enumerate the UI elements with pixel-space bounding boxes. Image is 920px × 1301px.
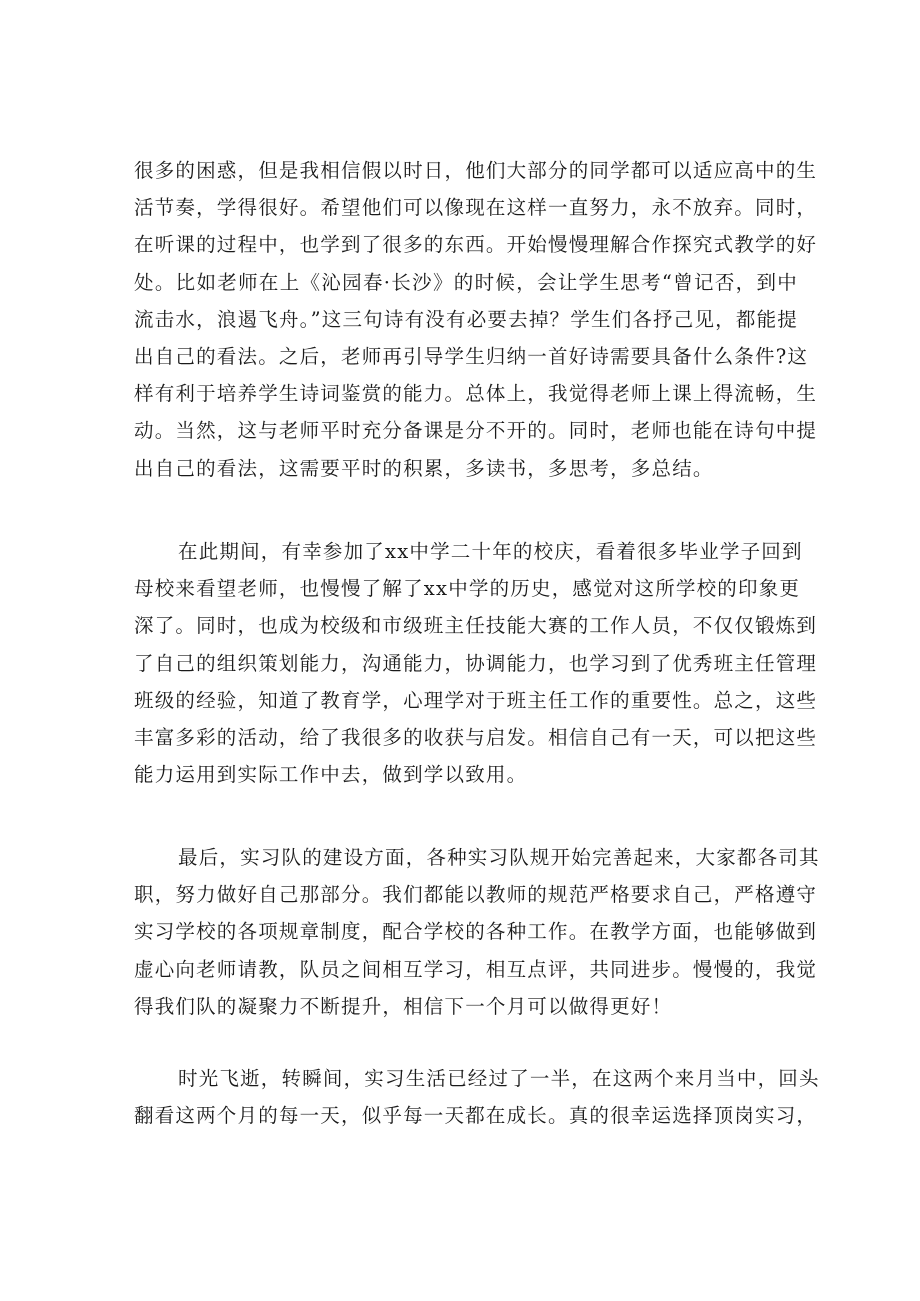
text-line: 母校来看望老师，也慢慢了解了xx中学的历史，感觉对这所学校的印象更 [134, 577, 801, 601]
text-line: 得我们队的凝聚力不断提升，相信下一个月可以做得更好！ [134, 994, 673, 1018]
text-line: 出自己的看法。之后，老师再引导学生归纳一首好诗需要具备什么条件?这 [134, 345, 809, 369]
text-line: 时光飞逝，转瞬间，实习生活已经过了一半，在这两个来月当中，回头 [178, 1067, 820, 1090]
paragraph-4 [134, 1060, 820, 1134]
text-line: 很多的困惑，但是我相信假以时日，他们大部分的同学都可以适应高中的生 [134, 159, 818, 182]
paragraph-2 [134, 533, 818, 793]
text-line: 班级的经验，知道了教育学，心理学对于班主任工作的重要性。总之，这些 [134, 688, 818, 712]
text-line: 活节奏，学得很好。希望他们可以像现在这样一直努力，永不放弃。同时， [134, 196, 818, 220]
paragraph-1 [134, 152, 818, 487]
text-line: 丰富多彩的活动，给了我很多的收获与启发。相信自己有一天，可以把这些 [134, 726, 818, 750]
text-line: 最后，实习队的建设方面，各种实习队规开始完善起来，大家都各司其 [178, 846, 820, 869]
text-line: 深了。同时，也成为校级和市级班主任技能大赛的工作人员，不仅仅锻炼到 [134, 614, 818, 638]
text-line: 虚心向老师请教，队员之间相互学习，相互点评，共同进步。慢慢的，我觉 [134, 957, 818, 981]
text-line: 处。比如老师在上《沁园春·长沙》的时候，会让学生思考“曾记否，到中 [134, 270, 798, 294]
text-line: 出自己的看法，这需要平时的积累，多读书，多思考，多总结。 [134, 456, 714, 480]
text-line: 了自己的组织策划能力，沟通能力，协调能力，也学习到了优秀班主任管理 [134, 651, 818, 675]
text-line: 翻看这两个月的每一天，似乎每一天都在成长。真的很幸运选择顶岗实习， [134, 1104, 818, 1128]
text-line: 实习学校的各项规章制度，配合学校的各种工作。在教学方面，也能够做到 [134, 920, 818, 944]
text-line: 能力运用到实际工作中去，做到学以致用。 [134, 763, 528, 787]
text-line: 在听课的过程中，也学到了很多的东西。开始慢慢理解合作探究式教学的好 [134, 233, 818, 257]
text-line: 流击水，浪遏飞舟。”这三句诗有没有必要去掉？学生们各抒己见，都能提 [134, 307, 798, 331]
text-line: 动。当然，这与老师平时充分备课是分不开的。同时，老师也能在诗句中提 [134, 419, 818, 443]
text-line: 样有利于培养学生诗词鉴赏的能力。总体上，我觉得老师上课上得流畅，生 [134, 382, 818, 406]
text-line: 在此期间，有幸参加了xx中学二十年的校庆，看着很多毕业学子回到 [178, 540, 803, 563]
text-line: 职，努力做好自己那部分。我们都能以教师的规范严格要求自己，严格遵守 [134, 883, 818, 907]
paragraph-3 [134, 839, 820, 1025]
